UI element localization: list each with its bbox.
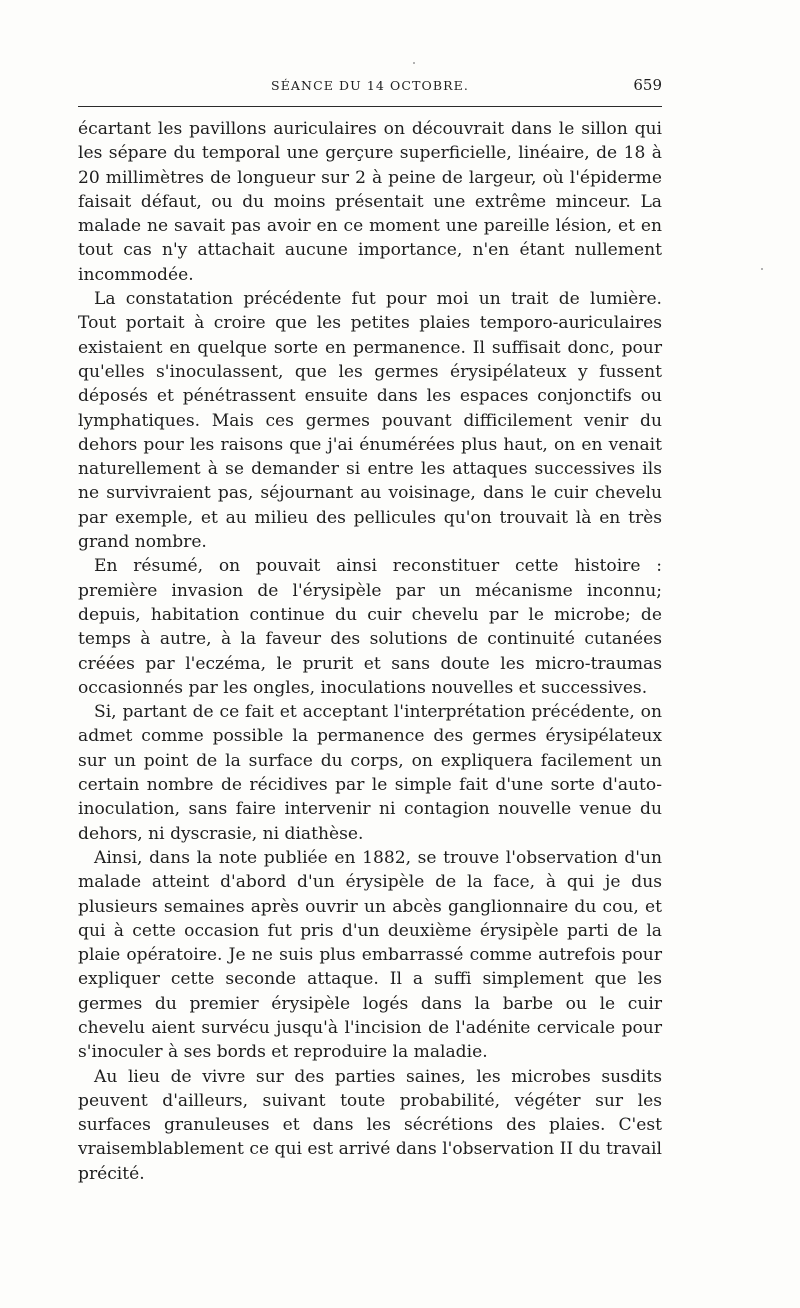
page-header — [78, 76, 662, 98]
running-title: SÉANCE DU 14 OCTOBRE. — [271, 78, 469, 93]
body-text — [78, 117, 662, 1186]
paragraph-1: écartant les pavillons auriculaires on découvrait dans le sillon qui les sépare du temporal une gerçure superficielle, linéaire, de 18 à 20 millimètres de longueur sur 2 à peine de largeur, où l'épiderme faisait défaut, ou du moins présentait une extrême minceur. La malade ne savait pas avoir en ce moment une pareille lésion, et en tout cas n'y attachait aucune importance, n'en étant nullement incommodée. — [78, 119, 662, 285]
page-number: 659 — [633, 76, 662, 94]
paragraph-5: Ainsi, dans la note publiée en 1882, se trouve l'observation d'un malade atteint d'abord d'un érysipèle de la face, à qui je dus plusieurs semaines après ouvrir un abcès ganglionnaire du cou, et qui à cette occasion fut pris d'un deuxième érysipèle parti de la plaie opératoire. Je ne suis plus embarrassé comme autrefois pour expliquer cette seconde attaque. Il a suffi simplement que les germes du premier érysipèle logés dans la barbe ou le cuir chevelu aient survécu jusqu'à l'incision de l'adénite cervicale pour s'inoculer à ses bords et reproduire la maladie. — [78, 847, 662, 1063]
book-page — [78, 0, 662, 1308]
header-rule — [78, 106, 662, 107]
paragraph-4: Si, partant de ce fait et acceptant l'interprétation précédente, on admet comme possible la permanence des germes érysipélateux sur un point de la surface du corps, on expliquera facilement un certain nombre de récidives par le simple fait d'une sorte d'auto-inoculation, sans faire intervenir ni contagion nouvelle venue du dehors, ni dyscrasie, ni diathèse. — [78, 702, 662, 844]
paragraph-2: La constatation précédente fut pour moi un trait de lumière. Tout portait à croire que les petites plaies temporo-auriculaires existaient en quelque sorte en permanence. Il suffisait donc, pour qu'elles s'inoculassent, que les germes érysipélateux y fussent déposés et pénétrassent ensuite dans les espaces conjonctifs ou lymphatiques. Mais ces germes pouvant difficilement venir du dehors pour les raisons que j'ai énumérées plus haut, on en venait naturellement à se demander si entre les attaques successives ils ne survivraient pas, séjournant au voisinage, dans le cuir chevelu par exemple, et au milieu des pellicules qu'on trouvait là en très grand nombre. — [78, 289, 662, 553]
print-speck — [761, 268, 763, 270]
paragraph-3: En résumé, on pouvait ainsi reconstituer cette histoire : première invasion de l'érysipèle par un mécanisme inconnu; depuis, habitation continue du cuir chevelu par le microbe; de temps à autre, à la faveur des solutions de continuité cutanées créées par l'eczéma, le prurit et sans doute les micro-traumas occasionnés par les ongles, inoculations nouvelles et successives. — [78, 556, 662, 698]
paragraph-6: Au lieu de vivre sur des parties saines, les microbes susdits peuvent d'ailleurs, suivant toute probabilité, végéter sur les surfaces granuleuses et dans les sécrétions des plaies. C'est vraisemblablement ce qui est arrivé dans l'observation II du travail précité. — [78, 1066, 662, 1184]
